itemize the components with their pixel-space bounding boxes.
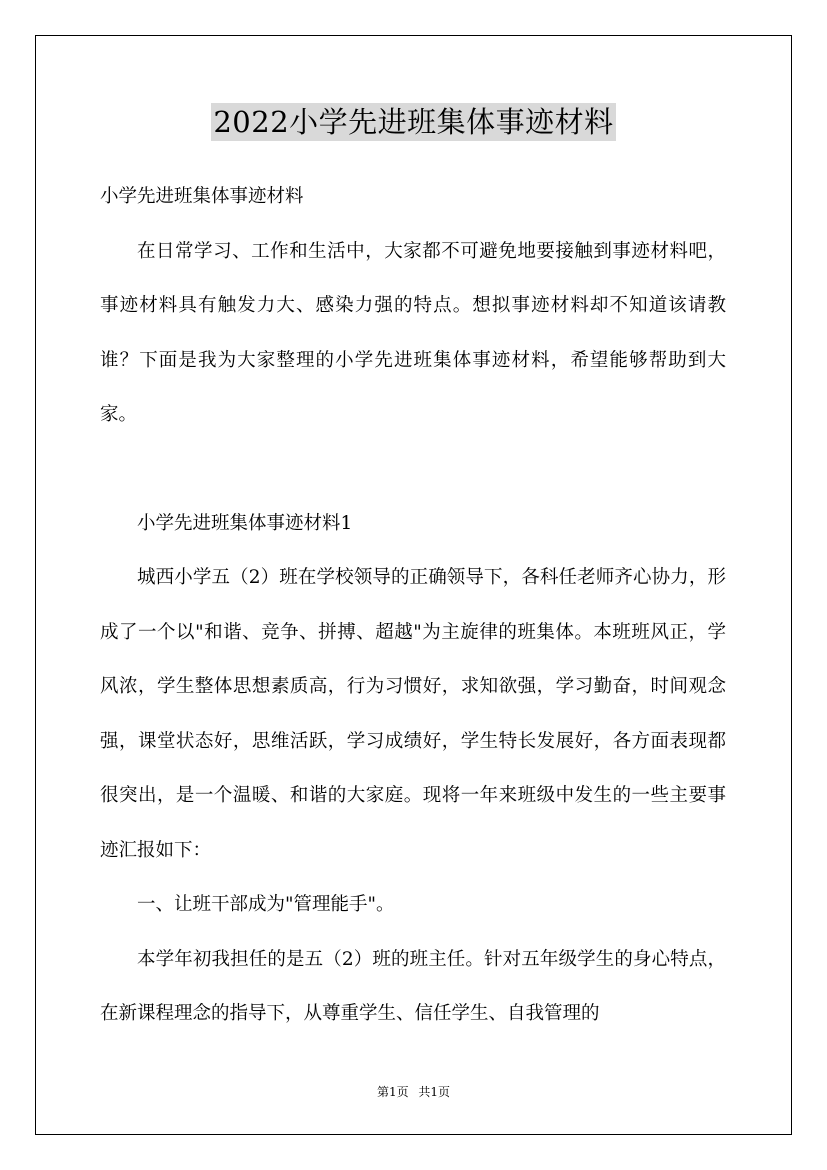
body-paragraph: 城西小学五（2）班在学校领导的正确领导下，各科任老师齐心协力，形成了一个以"和谐、竞争、拼搏、超越"为主旋律的班集体。本班班风正，学风浓，学生整体思想素质高，行为习惯好，求知欲强，学习勤奋，时间观念强，课堂状态好，思维活跃，学习成绩好，学生特长发展好，各方面表现都很突出，是一个温暖、和谐的大家庭。现将一年来班级中发生的一些主要事迹汇报如下： bbox=[100, 567, 726, 861]
page-footer bbox=[0, 1083, 827, 1100]
intro-paragraph: 在日常学习、工作和生活中，大家都不可避免地要接触到事迹材料吧，事迹材料具有触发力大、感染力强的特点。想拟事迹材料却不知道该请教谁？下面是我为大家整理的小学先进班集体事迹材料，希望能够帮助到大家。 bbox=[100, 240, 726, 425]
subtitle-line: 小学先进班集体事迹材料 bbox=[100, 186, 304, 207]
subsection-heading: 一、让班干部成为"管理能手"。 bbox=[137, 894, 395, 915]
page-total: 共1页 bbox=[418, 1085, 451, 1099]
document-body bbox=[100, 170, 726, 1042]
section-heading: 小学先进班集体事迹材料1 bbox=[137, 512, 353, 534]
title-container bbox=[0, 103, 827, 141]
page-number: 第1页 bbox=[376, 1085, 409, 1099]
document-title: 2022小学先进班集体事迹材料 bbox=[213, 105, 614, 139]
body-paragraph: 本学年初我担任的是五（2）班的班主任。针对五年级学生的身心特点，在新课程理念的指导下，从尊重学生、信任学生、自我管理的 bbox=[100, 948, 726, 1024]
paragraph-spacer bbox=[100, 443, 726, 497]
